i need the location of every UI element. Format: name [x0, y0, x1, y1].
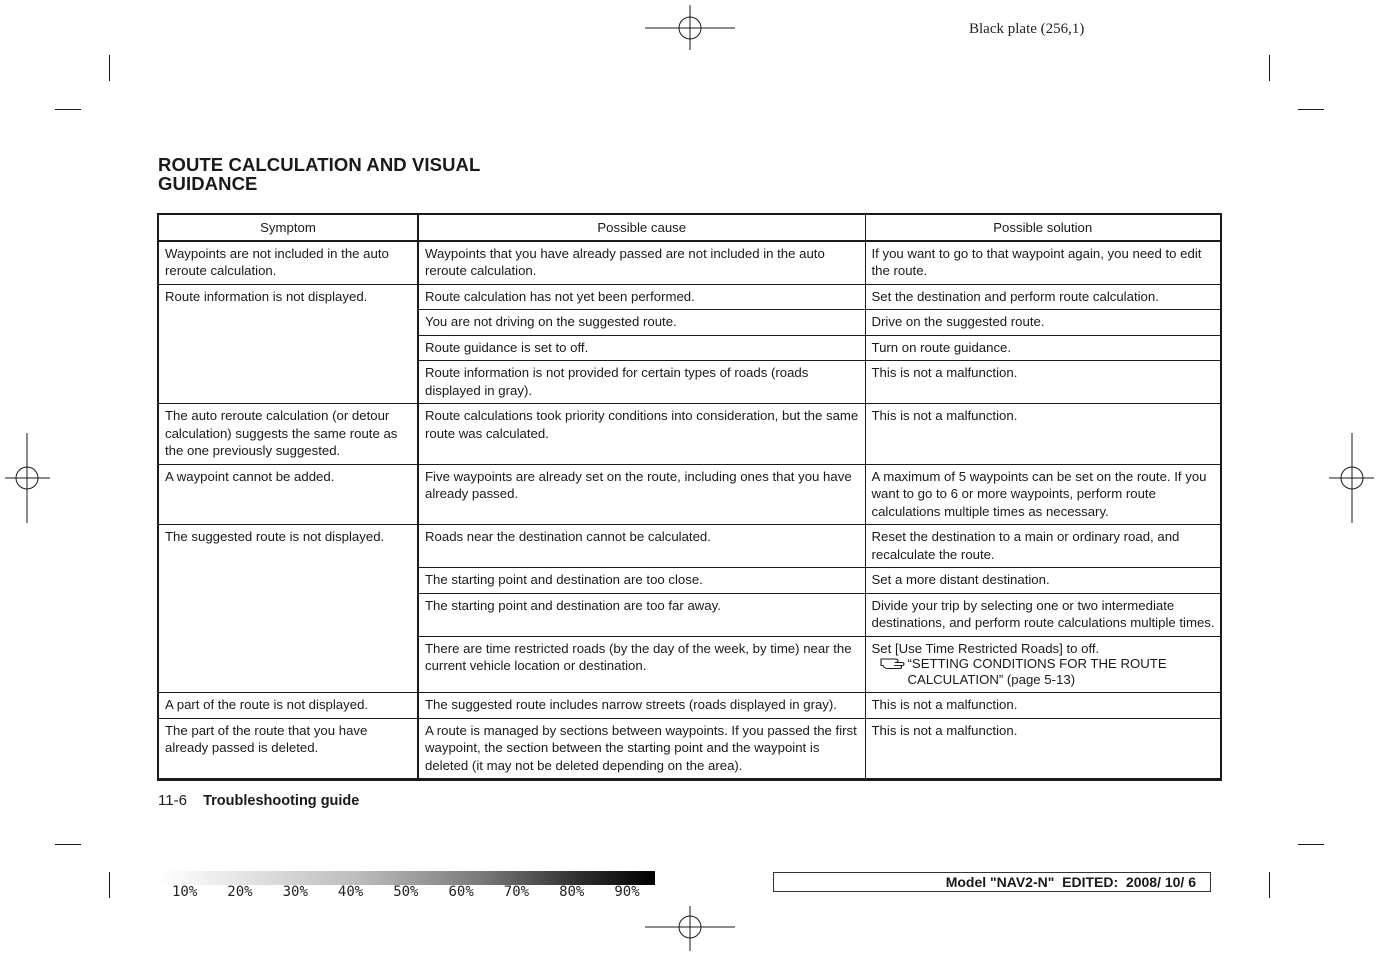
symptom-cell: The suggested route is not displayed.: [158, 525, 418, 693]
pointing-hand-reference-icon: [872, 656, 908, 675]
cause-cell: Five waypoints are already set on the route, including ones that you have already passed.: [418, 464, 865, 525]
table-row: [158, 241, 1221, 285]
solution-cell: This is not a malfunction.: [865, 361, 1221, 404]
cause-cell: The starting point and destination are too close.: [418, 568, 865, 594]
symptom-cell: The part of the route that you have already passed is deleted.: [158, 718, 418, 780]
solution-cell: This is not a malfunction.: [865, 718, 1221, 780]
symptom-cell: A waypoint cannot be added.: [158, 464, 418, 525]
scale-label: 80%: [559, 884, 585, 900]
cause-cell: Roads near the destination cannot be calculated.: [418, 525, 865, 568]
cause-cell: Route information is not provided for certain types of roads (roads displayed in gray).: [418, 361, 865, 404]
symptom-cell: A part of the route is not displayed.: [158, 693, 418, 719]
solution-cell: Set a more distant destination.: [865, 568, 1221, 594]
troubleshooting-table: [157, 213, 1222, 781]
scale-label: 60%: [448, 884, 474, 900]
scale-label: 70%: [503, 884, 530, 900]
solution-cell: Divide your trip by selecting one or two intermediate destinations, and perform route calculations multiple times.: [865, 593, 1221, 636]
solution-cell: Drive on the suggested route.: [865, 310, 1221, 336]
registration-mark-left: [5, 433, 50, 523]
solution-cell: This is not a malfunction.: [865, 404, 1221, 465]
scale-label: 20%: [227, 884, 253, 900]
registration-mark-bottom: [645, 906, 735, 951]
cause-cell: Route calculation has not yet been performed.: [418, 284, 865, 310]
solution-text: Set [Use Time Restricted Roads] to off.: [871, 640, 1100, 656]
cause-cell: Route calculations took priority conditions into consideration, but the same route was calculated.: [418, 404, 865, 465]
column-header-cause: Possible cause: [418, 214, 865, 241]
registration-mark-top: [645, 5, 735, 50]
model-edited-box: Model "NAV2-N" EDITED: 2008/ 10/ 6: [773, 872, 1211, 892]
cause-cell: The suggested route includes narrow streets (roads displayed in gray).: [418, 693, 865, 719]
scale-label: 90%: [614, 884, 640, 900]
section-title-line1: ROUTE CALCULATION AND VISUAL: [158, 154, 481, 175]
cross-reference: [872, 656, 1216, 688]
section-name: Troubleshooting guide: [203, 793, 360, 809]
gray-scale-labels: [157, 884, 655, 900]
symptom-cell: The auto reroute calculation (or detour calculation) suggests the same route as the one previously suggested.: [158, 404, 418, 465]
page-number: 11-6: [158, 792, 187, 809]
cause-cell: A route is managed by sections between waypoints. If you passed the first waypoint, the section between the starting point and the waypoint is deleted (it may not be deleted depending on the area).: [418, 718, 865, 780]
column-header-solution: Possible solution: [865, 214, 1221, 241]
solution-cell: If you want to go to that waypoint again, you need to edit the route.: [865, 241, 1221, 285]
table-row: [158, 525, 1221, 568]
table-row: [158, 693, 1221, 719]
table-row: [158, 284, 1221, 310]
gray-scale-bar: [157, 871, 655, 885]
registration-mark-right: [1329, 433, 1374, 523]
page-footer: [158, 792, 359, 809]
table-row: [158, 404, 1221, 465]
table-row: [158, 464, 1221, 525]
scale-label: 30%: [282, 884, 308, 900]
solution-cell: Set the destination and perform route calculation.: [865, 284, 1221, 310]
scale-label: 10%: [172, 884, 198, 900]
reference-text: “SETTING CONDITIONS FOR THE ROUTE CALCULATION” (page 5-13): [907, 656, 1167, 687]
scale-label: 50%: [393, 884, 419, 900]
cause-cell: You are not driving on the suggested route.: [418, 310, 865, 336]
solution-cell: [865, 636, 1221, 693]
column-header-symptom: Symptom: [158, 214, 418, 241]
cause-cell: There are time restricted roads (by the day of the week, by time) near the current vehicle location or destination.: [418, 636, 865, 693]
symptom-cell: Route information is not displayed.: [158, 284, 418, 404]
section-title: [158, 155, 480, 193]
cause-cell: The starting point and destination are too far away.: [418, 593, 865, 636]
scale-label: 40%: [337, 884, 364, 900]
solution-cell: This is not a malfunction.: [865, 693, 1221, 719]
plate-label: Black plate (256,1): [969, 21, 1085, 37]
table-row: [158, 718, 1221, 780]
cause-cell: Route guidance is set to off.: [418, 335, 865, 361]
solution-cell: Reset the destination to a main or ordinary road, and recalculate the route.: [865, 525, 1221, 568]
cause-cell: Waypoints that you have already passed are not included in the auto reroute calculation.: [418, 241, 865, 285]
section-title-line2: GUIDANCE: [158, 173, 258, 194]
solution-cell: A maximum of 5 waypoints can be set on the route. If you want to go to 6 or more waypoints, perform route calculations multiple times as necessary.: [865, 464, 1221, 525]
solution-cell: Turn on route guidance.: [865, 335, 1221, 361]
symptom-cell: Waypoints are not included in the auto reroute calculation.: [158, 241, 418, 285]
table-header-row: [158, 214, 1221, 241]
